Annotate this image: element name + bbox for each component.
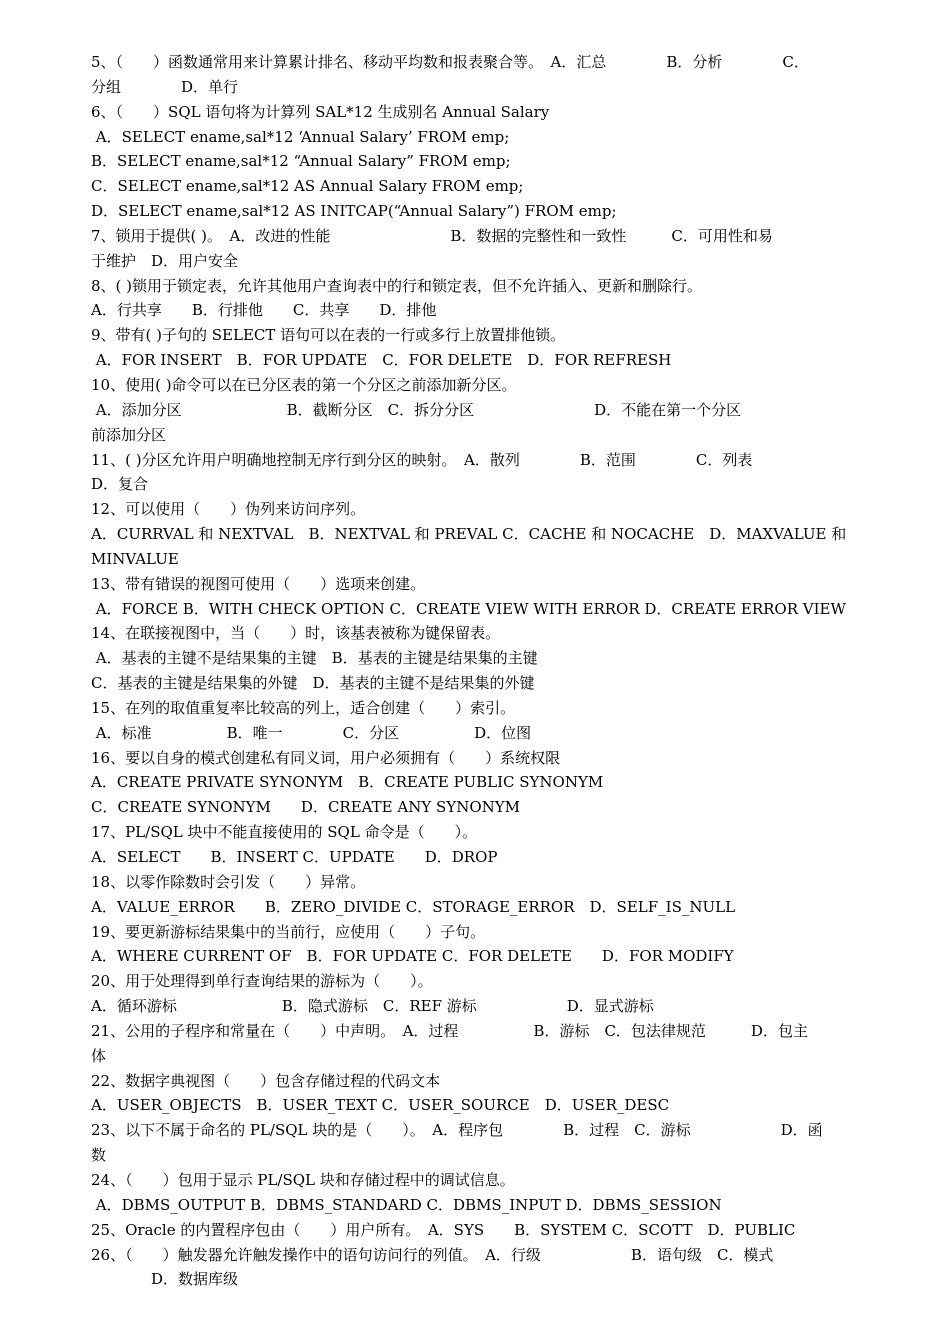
text-line: A．USER_OBJECTS B．USER_TEXT C．USER_SOURCE D．USER_DESC — [91, 1096, 670, 1115]
text-line: 19、要更新游标结果集中的当前行，应使用（ ）子句。 — [91, 922, 486, 941]
text-line: 18、以零作除数时会引发（ ）异常。 — [91, 872, 366, 891]
text-line: A．WHERE CURRENT OF B．FOR UPDATE C．FOR DELETE D．FOR MODIFY — [91, 947, 734, 966]
document-body — [91, 50, 906, 1292]
text-line: 10、使用( )命令可以在已分区表的第一个分区之前添加新分区。 — [91, 375, 517, 394]
text-line: 11、( )分区允许用户明确地控制无序行到分区的映射。 A．散列 B．范围 C．列表 — [91, 450, 753, 469]
text-line: 8、( )锁用于锁定表，允许其他用户查询表中的行和锁定表，但不允许插入、更新和删除行。 — [91, 276, 703, 295]
text-line: 16、要以自身的模式创建私有同义词，用户必须拥有（ ）系统权限 — [91, 748, 561, 767]
text-line: A．循环游标 B．隐式游标 C．REF 游标 D．显式游标 — [91, 997, 654, 1016]
text-line: B．SELECT ename,sal*12 “Annual Salary” FROM emp; — [91, 152, 511, 171]
text-line: A．CURRVAL 和 NEXTVAL B．NEXTVAL 和 PREVAL C．CACHE 和 NOCACHE D．MAXVALUE 和 — [91, 525, 847, 544]
text-line: 25、Oracle 的内置程序包由（ ）用户所有。 A．SYS B．SYSTEM C．SCOTT D．PUBLIC — [91, 1220, 796, 1239]
text-line: A．行共享 B．行排他 C．共享 D．排他 — [91, 301, 437, 320]
text-line: 13、带有错误的视图可使用（ ）选项来创建。 — [91, 574, 426, 593]
text-line: A．标准 B．唯一 C．分区 D．位图 — [91, 723, 532, 742]
text-line: D．复合 — [91, 475, 149, 494]
text-line: 20、用于处理得到单行查询结果的游标为（ ）。 — [91, 972, 433, 991]
text-line: 分组 D．单行 — [91, 77, 239, 96]
text-line: 9、带有( )子句的 SELECT 语句可以在表的一行或多行上放置排他锁。 — [91, 326, 566, 345]
text-line: 17、PL/SQL 块中不能直接使用的 SQL 命令是（ ）。 — [91, 823, 478, 842]
text-line: C．SELECT ename,sal*12 AS Annual Salary FROM emp; — [91, 177, 524, 196]
text-line: D．SELECT ename,sal*12 AS INITCAP(“Annual Salary”) FROM emp; — [91, 202, 617, 221]
text-line: A．SELECT ename,sal*12 ‘Annual Salary’ FROM emp; — [91, 127, 510, 146]
text-line: MINVALUE — [91, 549, 179, 568]
text-line: 15、在列的取值重复率比较高的列上，适合创建（ ）索引。 — [91, 698, 516, 717]
text-line: 7、锁用于提供( )。 A．改进的性能 B．数据的完整性和一致性 C．可用性和易 — [91, 226, 773, 245]
text-line: 24、（ ）包用于显示 PL/SQL 块和存储过程中的调试信息。 — [91, 1170, 515, 1189]
text-line: 12、可以使用（ ）伪列来访问序列。 — [91, 500, 366, 519]
text-line: A．VALUE_ERROR B．ZERO_DIVIDE C．STORAGE_ERROR D．SELF_IS_NULL — [91, 897, 736, 916]
text-line: 前添加分区 — [91, 425, 167, 444]
text-line: A．FOR INSERT B．FOR UPDATE C．FOR DELETE D．FOR REFRESH — [91, 351, 672, 370]
text-line: 22、数据字典视图（ ）包含存储过程的代码文本 — [91, 1071, 441, 1090]
text-line: 体 — [91, 1046, 107, 1065]
text-line: 23、以下不属于命名的 PL/SQL 块的是（ ）。 A．程序包 B．过程 C．游标 D．函 — [91, 1121, 823, 1140]
text-line: A．添加分区 B．截断分区 C．拆分分区 D．不能在第一个分区 — [91, 400, 742, 419]
text-line: A．基表的主键不是结果集的主键 B．基表的主键是结果集的主键 — [91, 649, 538, 668]
text-line: A．FORCE B．WITH CHECK OPTION C．CREATE VIEW WITH ERROR D．CREATE ERROR VIEW — [91, 599, 846, 618]
text-line: 5、（ ）函数通常用来计算累计排名、移动平均数和报表聚合等。 A．汇总 B．分析 C． — [91, 53, 809, 71]
text-line: 14、在联接视图中，当（ ）时，该基表被称为键保留表。 — [91, 624, 501, 643]
text-line: 21、公用的子程序和常量在（ ）中声明。 A．过程 B．游标 C．包法律规范 D．包主 — [91, 1021, 808, 1040]
text-line: 6、（ ）SQL 语句将为计算列 SAL*12 生成别名 Annual Salary — [91, 102, 550, 121]
text-line: 于维护 D．用户安全 — [91, 251, 239, 270]
text-line: D．数据库级 — [91, 1270, 239, 1289]
text-line: A．CREATE PRIVATE SYNONYM B．CREATE PUBLIC SYNONYM — [91, 773, 604, 792]
text-line: 数 — [91, 1146, 107, 1165]
text-line: A．DBMS_OUTPUT B．DBMS_STANDARD C．DBMS_INPUT D．DBMS_SESSION — [91, 1195, 722, 1214]
text-line: C．CREATE SYNONYM D．CREATE ANY SYNONYM — [91, 798, 521, 817]
text-line: 26、（ ）触发器允许触发操作中的语句访问行的列值。 A．行级 B．语句级 C．模式 — [91, 1245, 774, 1264]
text-line: C．基表的主键是结果集的外键 D．基表的主键不是结果集的外键 — [91, 674, 535, 693]
text-line: A．SELECT B．INSERT C．UPDATE D．DROP — [91, 848, 498, 866]
